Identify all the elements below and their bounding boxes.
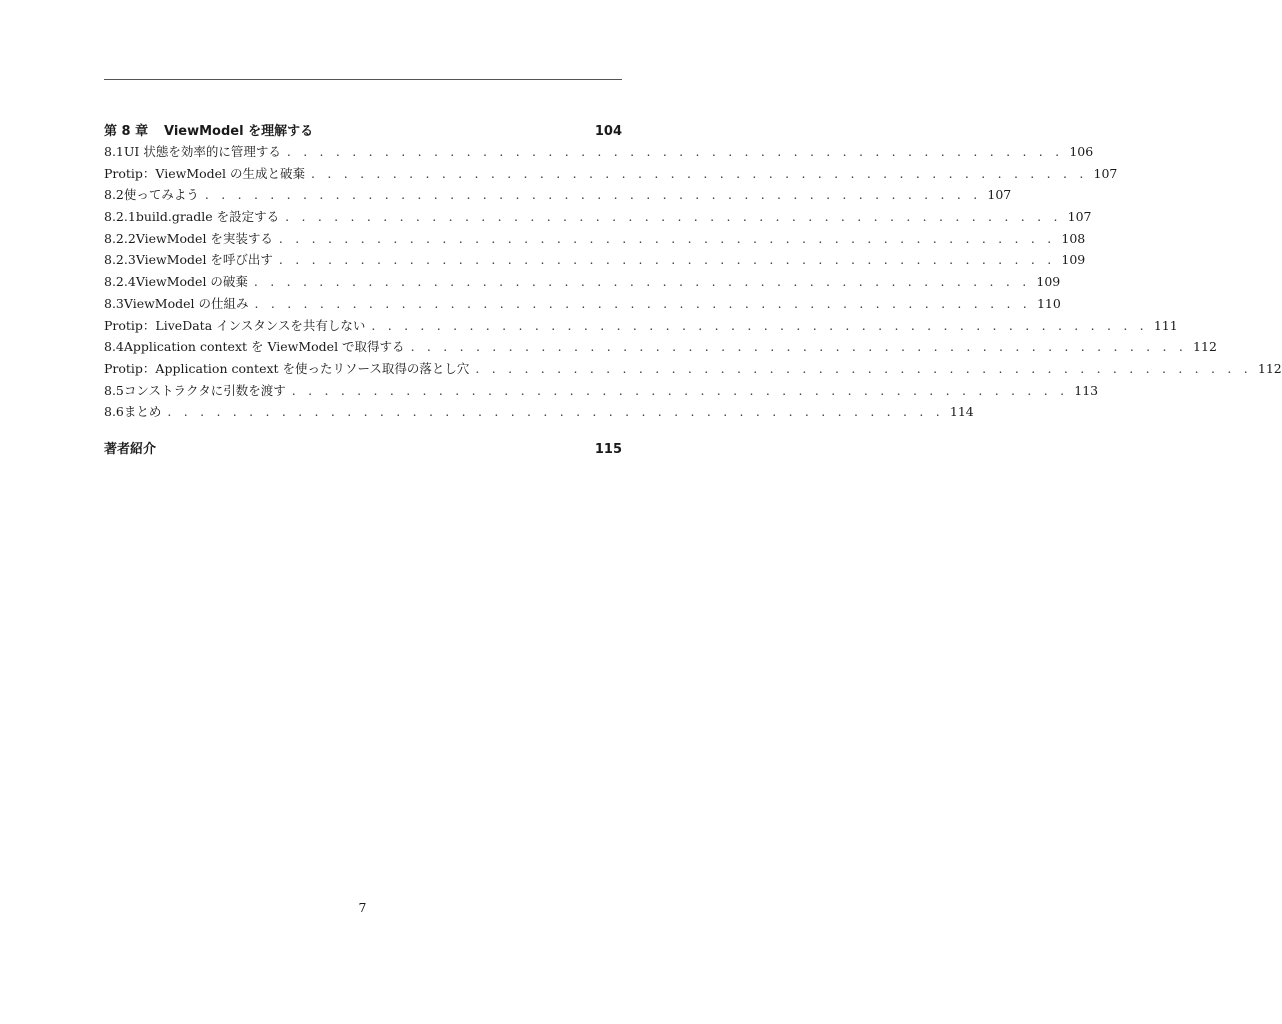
- entry-number: 8.5: [104, 382, 124, 398]
- chapter-page: 104: [594, 124, 622, 139]
- leader-dots: . . . . . . . . . . . . . . . . . . . . . . . . . . . . . . . . . . . . . . . . . . . . . . . .: [311, 165, 1088, 181]
- toc-protip-3[interactable]: [104, 359, 1282, 381]
- toc-entry-8-2-2[interactable]: [104, 229, 1086, 251]
- leader-dots: . . . . . . . . . . . . . . . . . . . . . . . . . . . . . . . . . . . . . . . . . . . . . . . .: [278, 230, 1056, 246]
- leader-dots: . . . . . . . . . . . . . . . . . . . . . . . . . . . . . . . . . . . . . . . . . . . . . . . .: [291, 382, 1069, 398]
- toc-entry-8-5[interactable]: [104, 381, 1099, 403]
- entry-page: 109: [1061, 252, 1086, 268]
- entry-title: UI 状態を効率的に管理する: [123, 144, 281, 159]
- entry-title: コンストラクタに引数を渡す: [123, 382, 286, 398]
- leader-dots: . . . . . . . . . . . . . . . . . . . . . . . . . . . . . . . . . . . . . . . . . . . . . . . .: [278, 252, 1056, 268]
- entry-page: 109: [1036, 274, 1061, 290]
- page-number: 7: [358, 900, 367, 915]
- entry-number: 8.2.3: [104, 252, 136, 268]
- entry-number: 8.1: [104, 144, 124, 159]
- entry-page: 110: [1036, 295, 1061, 311]
- entry-title: Application context を ViewModel で取得する: [123, 339, 405, 355]
- toc-protip-2[interactable]: [104, 316, 1178, 338]
- leader-dots: . . . . . . . . . . . . . . . . . . . . . . . . . . . . . . . . . . . . . . . . . . . . . . . .: [253, 274, 1031, 290]
- header-rule: [104, 79, 622, 80]
- entry-title: Protip：LiveData インスタンスを共有しない: [104, 317, 366, 333]
- leader-dots: . . . . . . . . . . . . . . . . . . . . . . . . . . . . . . . . . . . . . . . . . . . . . . . .: [204, 187, 982, 203]
- entry-page: 108: [1061, 230, 1086, 246]
- entry-number: 8.3: [104, 295, 124, 311]
- toc-entry-8-3[interactable]: [104, 294, 1061, 316]
- leader-dots: . . . . . . . . . . . . . . . . . . . . . . . . . . . . . . . . . . . . . . . . . . . . . . . .: [285, 209, 1062, 225]
- toc-entry-8-2[interactable]: [104, 185, 1012, 207]
- entry-page: 106: [1069, 144, 1094, 159]
- entry-page: 112: [1193, 339, 1217, 355]
- entry-page: 114: [949, 404, 974, 420]
- entry-title: ViewModel の破棄: [135, 274, 248, 290]
- chapter-title: 著者紹介: [104, 441, 157, 457]
- entry-number: 8.4: [104, 339, 124, 355]
- toc-entry-8-4[interactable]: [104, 337, 1217, 359]
- leader-dots: . . . . . . . . . . . . . . . . . . . . . . . . . . . . . . . . . . . . . . . . . . . . . . . .: [286, 144, 1064, 159]
- toc-entry-8-1[interactable]: [104, 142, 1094, 164]
- entry-title: Protip：Application context を使ったリソース取得の落とし穴: [104, 360, 470, 376]
- entry-page: 107: [987, 187, 1012, 203]
- table-of-contents: [104, 118, 1282, 460]
- toc-entry-8-2-1[interactable]: [104, 207, 1092, 229]
- toc-entry-8-2-4[interactable]: [104, 272, 1061, 294]
- entry-page: 111: [1153, 317, 1178, 333]
- entry-number: 8.6: [104, 404, 124, 420]
- entry-title: build.gradle を設定する: [135, 209, 280, 225]
- chapter-title: ViewModel を理解する: [164, 124, 314, 139]
- entry-number: 8.2.4: [104, 274, 136, 290]
- leader-dots: . . . . . . . . . . . . . . . . . . . . . . . . . . . . . . . . . . . . . . . . . . . . . . . .: [475, 360, 1252, 376]
- leader-dots: . . . . . . . . . . . . . . . . . . . . . . . . . . . . . . . . . . . . . . . . . . . . . . . .: [254, 295, 1031, 311]
- entry-title: ViewModel を実装する: [135, 230, 273, 246]
- entry-title: 使ってみよう: [123, 187, 199, 203]
- toc-chapter-8[interactable]: [104, 120, 622, 142]
- chapter-page: 115: [594, 441, 622, 457]
- toc-entry-8-6[interactable]: [104, 402, 974, 424]
- entry-number: 8.2.2: [104, 230, 136, 246]
- entry-title: ViewModel を呼び出す: [135, 252, 273, 268]
- entry-page: 112: [1257, 360, 1282, 376]
- entry-title: Protip：ViewModel の生成と破棄: [104, 165, 306, 181]
- leader-dots: . . . . . . . . . . . . . . . . . . . . . . . . . . . . . . . . . . . . . . . . . . . . . . . .: [410, 339, 1188, 355]
- entry-page: 113: [1074, 382, 1099, 398]
- entry-title: まとめ: [123, 404, 162, 420]
- entry-number: 8.2: [104, 187, 124, 203]
- leader-dots: . . . . . . . . . . . . . . . . . . . . . . . . . . . . . . . . . . . . . . . . . . . . . . . .: [167, 404, 944, 420]
- entry-number: 8.2.1: [104, 209, 136, 225]
- toc-entry-8-2-3[interactable]: [104, 250, 1086, 272]
- toc-protip-1[interactable]: [104, 164, 1118, 186]
- chapter-number: 第 8 章: [104, 124, 149, 139]
- leader-dots: . . . . . . . . . . . . . . . . . . . . . . . . . . . . . . . . . . . . . . . . . . . . . . . .: [371, 317, 1148, 333]
- entry-page: 107: [1067, 209, 1092, 225]
- entry-page: 107: [1093, 165, 1118, 181]
- toc-about-author[interactable]: [104, 438, 622, 460]
- entry-title: ViewModel の仕組み: [123, 295, 249, 311]
